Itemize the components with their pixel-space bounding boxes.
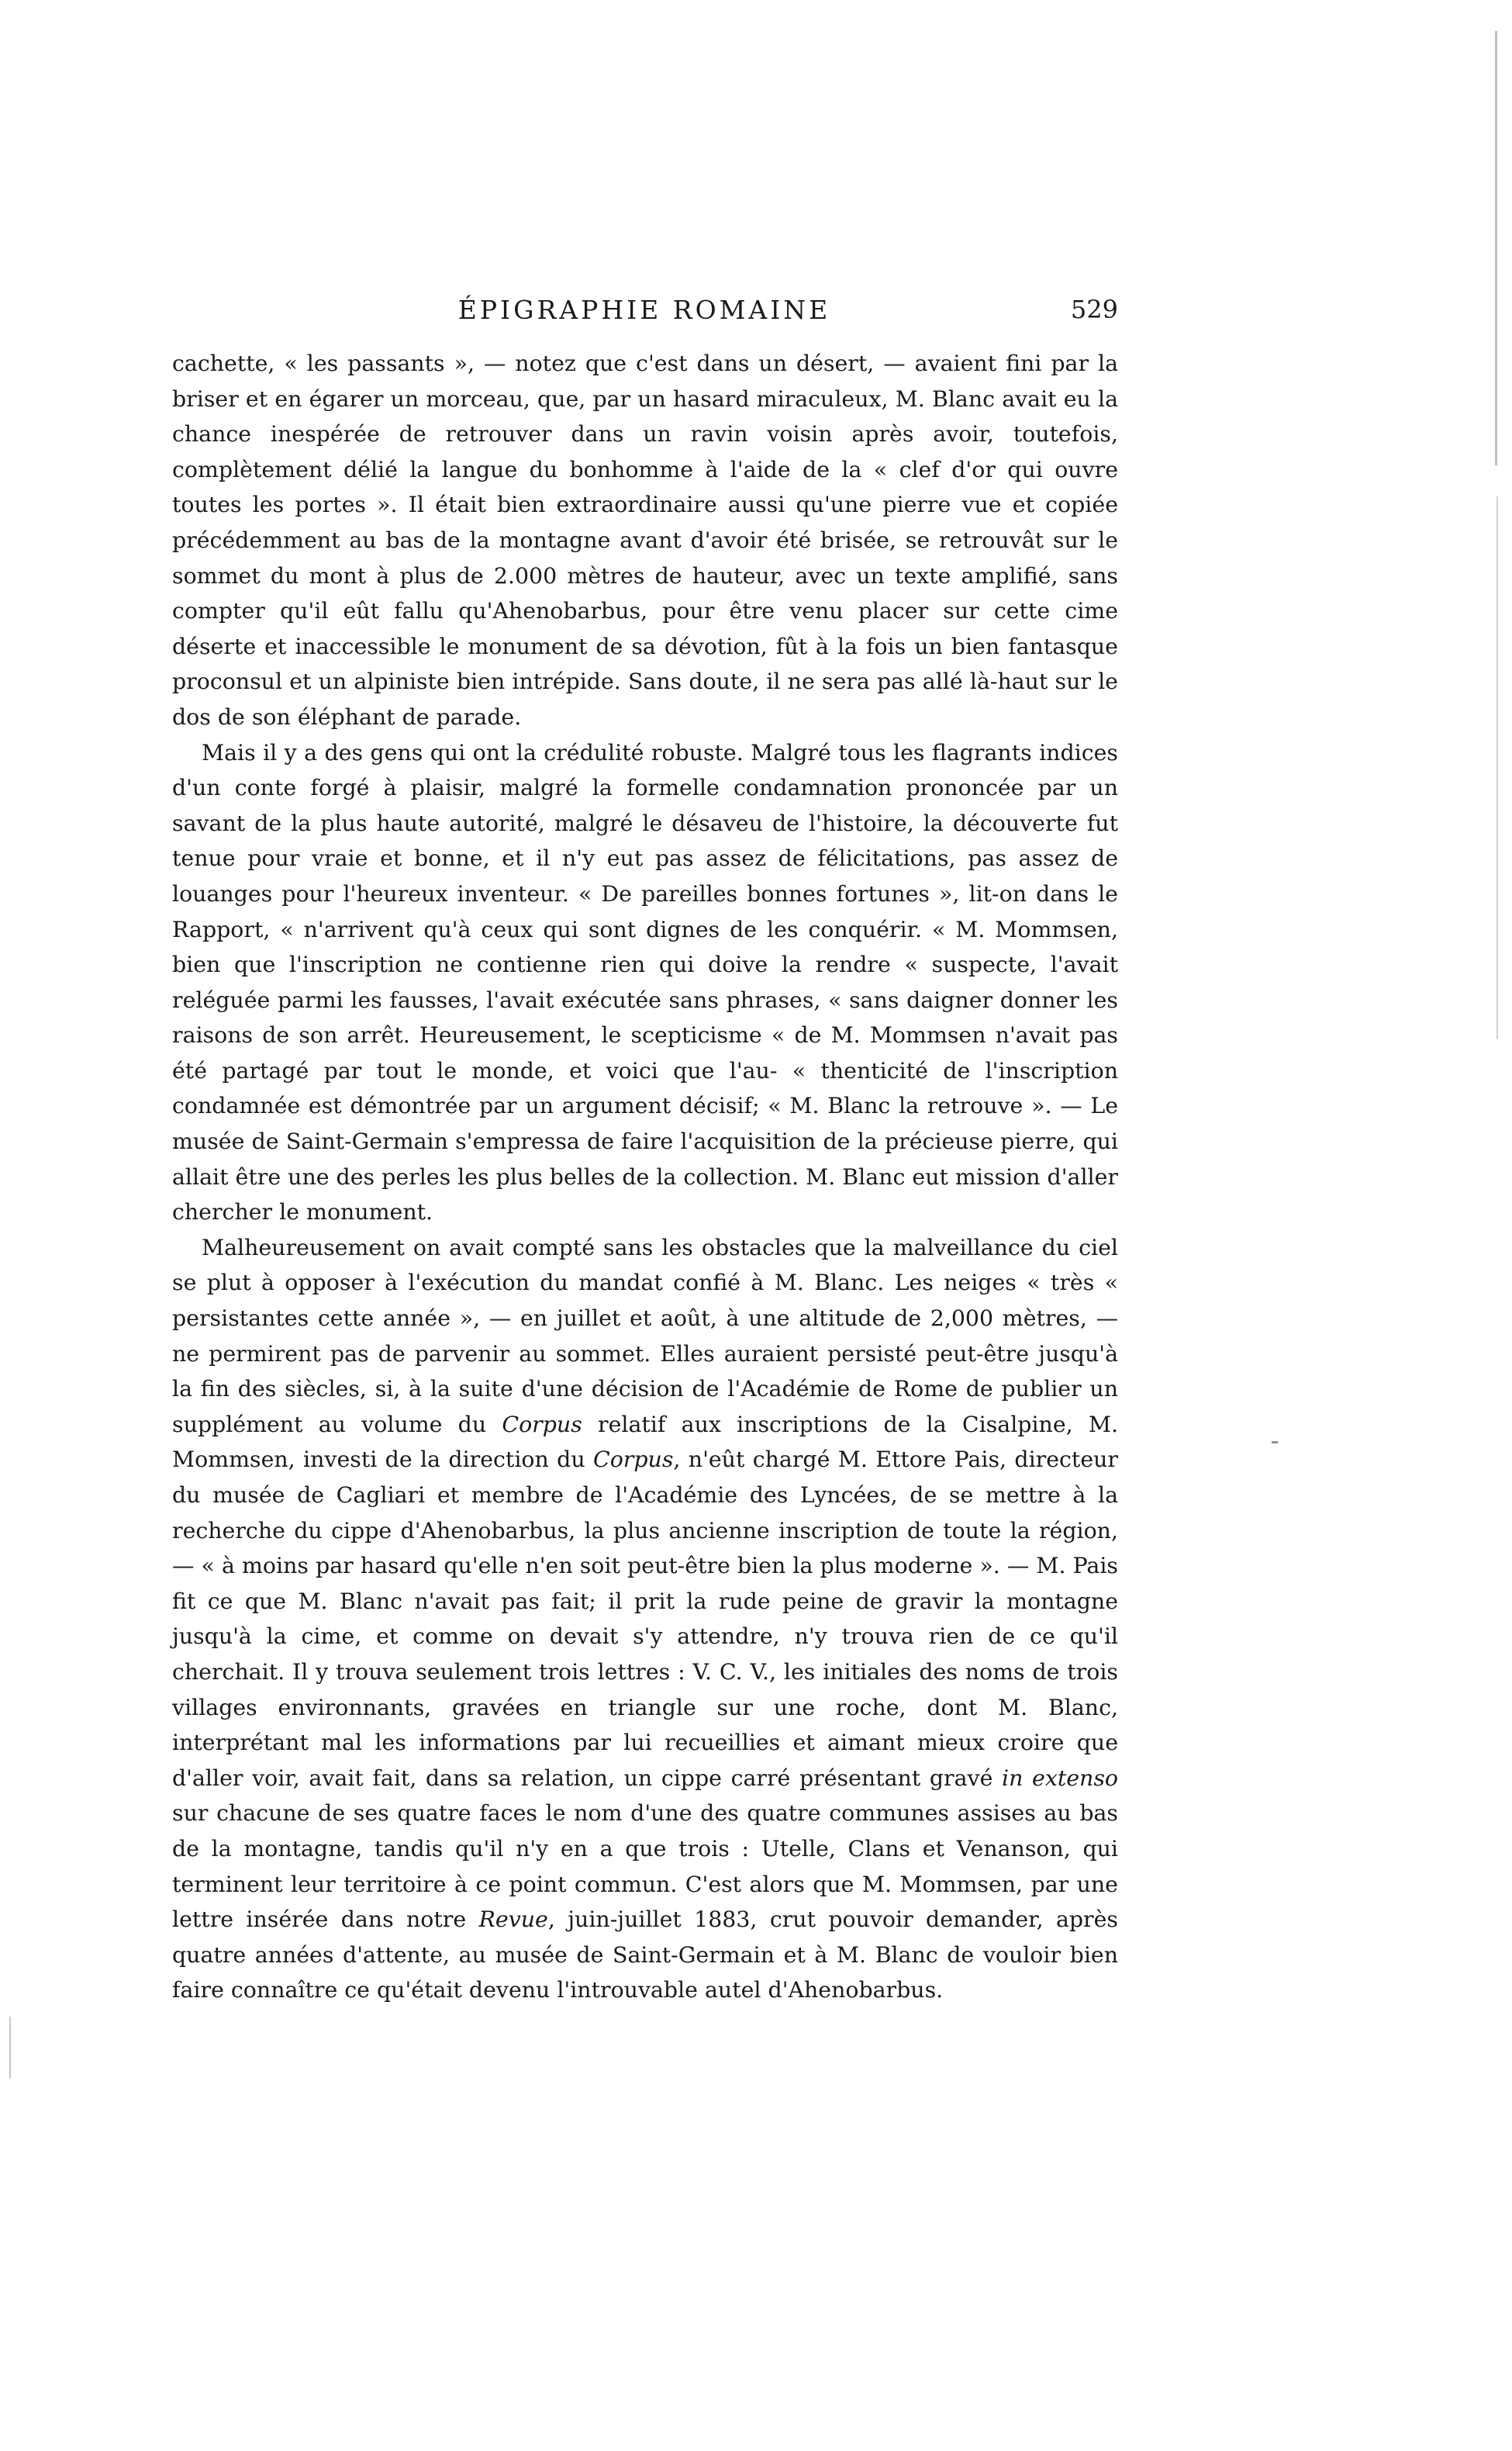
paragraph-3-text: relatif aux inscriptions de la Cisalpine, M. Mommsen, investi de la direction du (172, 1411, 1118, 1473)
corpus-italic: Corpus (592, 1447, 674, 1473)
corpus-italic: Corpus (502, 1411, 582, 1437)
paragraph-3-text: , juin-juillet 1883, crut pouvoir demander, après quatre années d'attente, au musée de Saint-Germain et à M. Blanc de vouloir bien faire connaître ce qu'était devenu l'introuvable autel d'Ahenobarbus. (172, 1907, 1118, 2003)
body-text (172, 346, 1118, 2008)
paragraph-3-text: Malheureusement on avait compté sans les obstacles que la malveillance du ciel se plut à opposer à l'exécution du mandat confié à M. Blanc. Les neiges « très « persistantes cette année », — en juillet et août, à une altitude de 2,000 mètres, — ne permirent pas de parvenir au sommet. Elles auraient persisté peut-être jusqu'à la fin des siècles, si, à la suite d'une décision de l'Académie de Rome de publier un supplément au volume du (172, 1234, 1118, 1437)
in-extenso-italic: in extenso (1002, 1765, 1118, 1791)
paragraph-3-text: sur chacune de ses quatre faces le nom d'une des quatre communes assises au bas de la montagne, tandis qu'il n'y en a que trois : Utelle, Clans et Venanson, qui terminent leur territoire à ce point commun. C'est alors que M. Mommsen, par une lettre insérée dans notre (172, 1800, 1118, 1933)
paragraph-3 (172, 1230, 1118, 2008)
scan-edge-mark (1496, 496, 1498, 1039)
scan-edge-mark (1272, 1441, 1278, 1443)
revue-italic: Revue (478, 1907, 548, 1933)
paragraph-2: Mais il y a des gens qui ont la crédulité robuste. Malgré tous les flagrants indices d'un conte forgé à plaisir, malgré la formelle condamnation prononcée par un savant de la plus haute autorité, malgré le désaveu de l'histoire, la découverte fut tenue pour vraie et bonne, et il n'y eut pas assez de félicitations, pas assez de louanges pour l'heureux inventeur. « De pareilles bonnes fortunes », lit-on dans le Rapport, « n'arrivent qu'à ceux qui sont dignes de les conquérir. « M. Mommsen, bien que l'inscription ne contienne rien qui doive la rendre « suspecte, l'avait reléguée parmi les fausses, l'avait exécutée sans phrases, « sans daigner donner les raisons de son arrêt. Heureusement, le scepticisme « de M. Mommsen n'avait pas été partagé par tout le monde, et voici que l'au- « thenticité de l'inscription condamnée est démontrée par un argument décisif; « M. Blanc la retrouve ». — Le musée de Saint-Germain s'empressa de faire l'acquisition de la précieuse pierre, qui allait être une des perles les plus belles de la collection. M. Blanc eut mission d'aller chercher le monument. (172, 739, 1118, 1226)
scan-edge-mark (9, 2017, 11, 2079)
paragraph-1: cachette, « les passants », — notez que c'est dans un désert, — avaient fini par la briser et en égarer un morceau, que, par un hasard miraculeux, M. Blanc avait eu la chance inespérée de retrouver dans un ravin voisin après avoir, toutefois, complètement délié la langue du bonhomme à l'aide de la « clef d'or qui ouvre toutes les portes ». Il était bien extraordinaire aussi qu'une pierre vue et copiée précédemment au bas de la montagne avant d'avoir été brisée, se retrouvât sur le sommet du mont à plus de 2.000 mètres de hauteur, avec un texte amplifié, sans compter qu'il eût fallu qu'Ahenobarbus, pour être venu placer sur cette cime déserte et inaccessible le monument de sa dévotion, fût à la fois un bien fantasque proconsul et un alpiniste bien intrépide. Sans doute, il ne sera pas allé là-haut sur le dos de son éléphant de parade. (172, 351, 1118, 730)
scan-edge-mark (1495, 31, 1497, 465)
paragraph-3-text: , n'eût chargé M. Ettore Pais, directeur du musée de Cagliari et membre de l'Académie des Lyncées, de se mettre à la recherche du cippe d'Ahenobarbus, la plus ancienne inscription de toute la région, — « à moins par hasard qu'elle n'en soit peut-être bien la plus moderne ». — M. Pais fit ce que M. Blanc n'avait pas fait; il prit la rude peine de gravir la montagne jusqu'à la cime, et comme on devait s'y attendre, n'y trouva rien de ce qu'il cherchait. Il y trouva seulement trois lettres : V. C. V., les initiales des noms de trois villages environnants, gravées en triangle sur une roche, dont M. Blanc, interprétant mal les informations par lui recueillies et aimant mieux croire que d'aller voir, avait fait, dans sa relation, un cippe carré présentant gravé (172, 1447, 1118, 1791)
page-number: 529 (1070, 295, 1118, 324)
running-header (171, 295, 1118, 341)
running-title: ÉPIGRAPHIE ROMAINE (457, 295, 831, 325)
